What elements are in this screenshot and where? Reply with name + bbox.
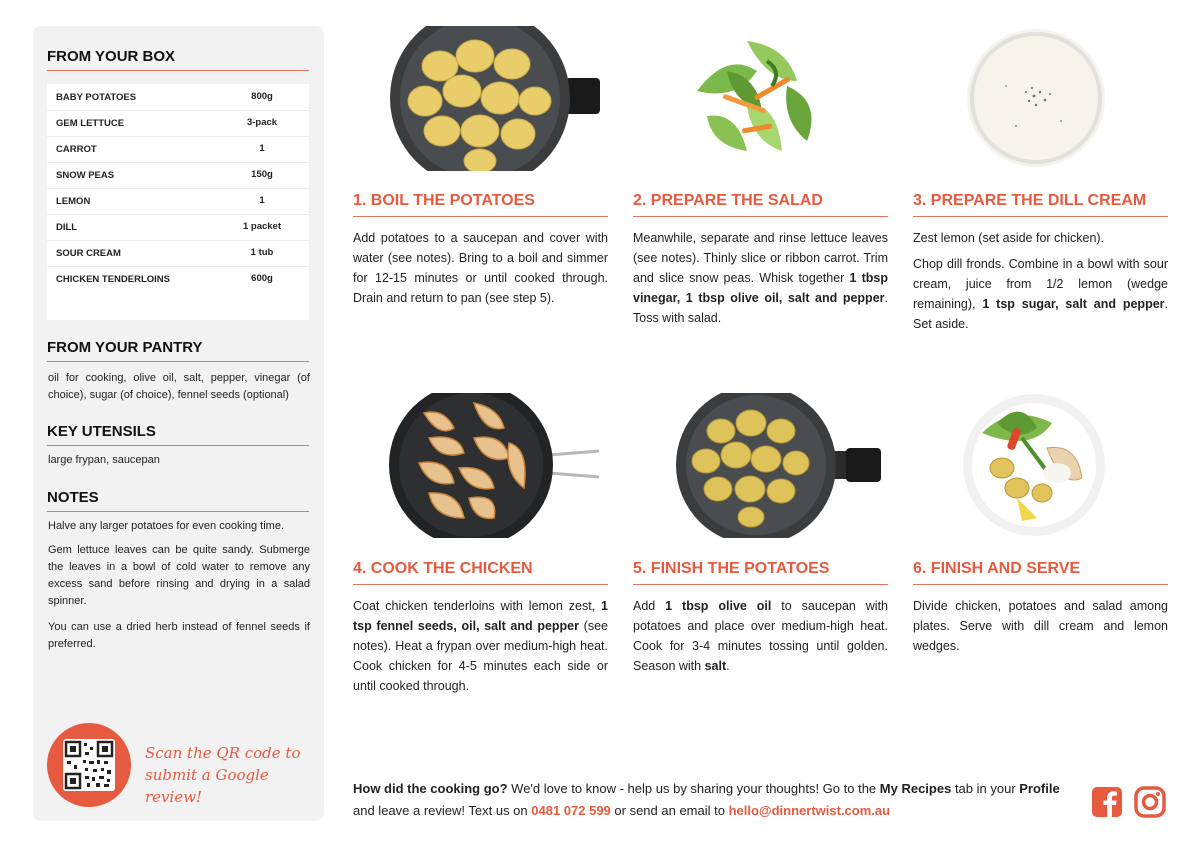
profile-label: Profile — [1019, 781, 1060, 796]
step-4-text-end: (see notes). Heat a frypan over medium-high heat. Cook chicken for 4-5 minutes each side or until cooked through. — [353, 619, 608, 693]
facebook-icon[interactable] — [1091, 786, 1123, 818]
ingredient-qty: 150g — [251, 169, 273, 180]
table-row — [47, 188, 309, 215]
footer-question: How did the cooking go? — [353, 781, 508, 796]
phone-number[interactable]: 0481 072 599 — [531, 803, 611, 818]
my-recipes-label: My Recipes — [879, 781, 952, 796]
step-5-text: Add — [633, 599, 666, 613]
step-5-text-2: to saucepan with potatoes and place over medium-high heat. Cook for 3-4 minutes tossing until golden. Season with — [633, 599, 888, 673]
ingredient-name: CHICKEN TENDERLOINS — [56, 274, 171, 285]
qr-code-badge[interactable] — [47, 723, 131, 807]
step-2-title: 2. PREPARE THE SALAD — [633, 192, 888, 217]
footer-text: and leave a review! Text us on — [353, 803, 532, 818]
ingredient-name: GEM LETTUCE — [56, 118, 125, 129]
step-5-body — [633, 596, 888, 682]
step-2-text: Meanwhile, separate and rinse lettuce leaves (see notes). Thinly slice or ribbon carrot. Trim and slice snow peas. Whisk together — [633, 231, 888, 285]
pantry-heading: FROM YOUR PANTRY — [47, 339, 309, 362]
table-row — [47, 84, 309, 111]
qr-caption-line: Scan the QR code to — [145, 744, 301, 762]
step-2-bold: 1 tbsp vinegar, 1 tbsp olive oil, salt and pepper — [633, 271, 889, 305]
qr-caption — [145, 742, 315, 808]
step-2-body — [633, 228, 888, 334]
step-2-text-end: . Toss with salad. — [633, 291, 888, 325]
ingredient-name: DILL — [56, 222, 78, 233]
table-row — [47, 240, 309, 267]
step-5-bold-2: salt — [704, 659, 727, 673]
step-5-bold: 1 tbsp olive oil — [665, 599, 772, 613]
step-6-text: Divide chicken, potatoes and salad among plates. Serve with dill cream and lemon wedges. — [913, 599, 1168, 653]
step-3-title: 3. PREPARE THE DILL CREAM — [913, 192, 1168, 217]
step-6-body — [913, 596, 1168, 662]
table-row — [47, 110, 309, 137]
step-1-title: 1. BOIL THE POTATOES — [353, 192, 608, 217]
table-row — [47, 136, 309, 163]
step-6-title: 6. FINISH AND SERVE — [913, 560, 1168, 585]
salad-image — [687, 31, 827, 171]
step-4-body — [353, 596, 608, 702]
table-row — [47, 266, 309, 292]
notes-heading: NOTES — [47, 489, 309, 512]
ingredient-qty: 800g — [251, 91, 273, 102]
step-1-body — [353, 228, 608, 314]
table-row — [47, 214, 309, 241]
ingredient-qty: 1 tub — [250, 247, 274, 258]
ingredient-qty: 1 — [259, 143, 265, 154]
ingredient-qty: 600g — [251, 273, 273, 284]
golden-potatoes-image — [666, 393, 881, 538]
utensils-heading: KEY UTENSILS — [47, 423, 309, 446]
ingredient-name: BABY POTATOES — [56, 92, 137, 103]
footer-text: We'd love to know - help us by sharing your thoughts! Go to the — [507, 781, 880, 796]
qr-caption-line: submit a Google review! — [145, 766, 269, 806]
footer-text: or send an email to — [610, 803, 729, 818]
pantry-text: oil for cooking, olive oil, salt, pepper, vinegar (of choice), sugar (of choice), fennel seeds (optional) — [48, 372, 310, 401]
email-link[interactable]: hello@dinnertwist.com.au — [728, 803, 891, 818]
step-1-text: Add potatoes to a saucepan and cover with water (see notes). Bring to a boil and simmer for 12-15 minutes or until cooked through. Drain and return to pan (see step 5). — [353, 231, 608, 305]
ingredient-name: SOUR CREAM — [56, 248, 121, 259]
dill-cream-image — [966, 26, 1106, 171]
instagram-icon[interactable] — [1133, 785, 1167, 819]
step-3-text-2: Chop dill fronds. Combine in a bowl with sour cream, juice from 1/2 lemon (wedge remaining), — [913, 257, 1168, 311]
step-5-title: 5. FINISH THE POTATOES — [633, 560, 888, 585]
step-4-text: Coat chicken tenderloins with lemon zest, — [353, 599, 602, 613]
boiled-potatoes-image — [380, 26, 600, 171]
chicken-frypan-image — [389, 393, 604, 538]
footer-text: tab in your — [951, 781, 1020, 796]
step-4-title: 4. COOK THE CHICKEN — [353, 560, 608, 585]
ingredient-name: LEMON — [56, 196, 91, 207]
box-heading: FROM YOUR BOX — [47, 48, 309, 71]
step-4-bold: 1 tsp fennel seeds, oil, salt and pepper — [353, 599, 608, 633]
feedback-footer — [353, 778, 1073, 822]
box-ingredients-table — [47, 84, 309, 320]
ingredient-name: CARROT — [56, 144, 97, 155]
step-3-text-end: . Set aside. — [913, 297, 1169, 331]
note-item: You can use a dried herb instead of fennel seeds if preferred. — [48, 621, 310, 650]
note-item: Gem lettuce leaves can be quite sandy. Submerge the leaves in a bowl of cold water to remove any excess sand before rinsing and drying in a salad spinner. — [48, 544, 310, 607]
ingredient-qty: 1 — [259, 195, 265, 206]
table-row — [47, 162, 309, 189]
utensils-text: large frypan, saucepan — [48, 454, 160, 466]
step-5-text-end: . — [726, 659, 730, 673]
note-item: Halve any larger potatoes for even cooking time. — [48, 520, 285, 532]
sidebar — [33, 26, 324, 821]
ingredient-name: SNOW PEAS — [56, 170, 115, 181]
qr-code-icon — [63, 739, 115, 791]
plated-dish-image — [962, 393, 1107, 538]
step-3-body — [913, 228, 1168, 340]
step-3-bold: 1 tsp sugar, salt and pepper — [982, 297, 1165, 311]
ingredient-qty: 3-pack — [246, 117, 278, 128]
ingredient-qty: 1 packet — [242, 221, 282, 232]
step-3-text: Zest lemon (set aside for chicken). — [913, 231, 1105, 245]
